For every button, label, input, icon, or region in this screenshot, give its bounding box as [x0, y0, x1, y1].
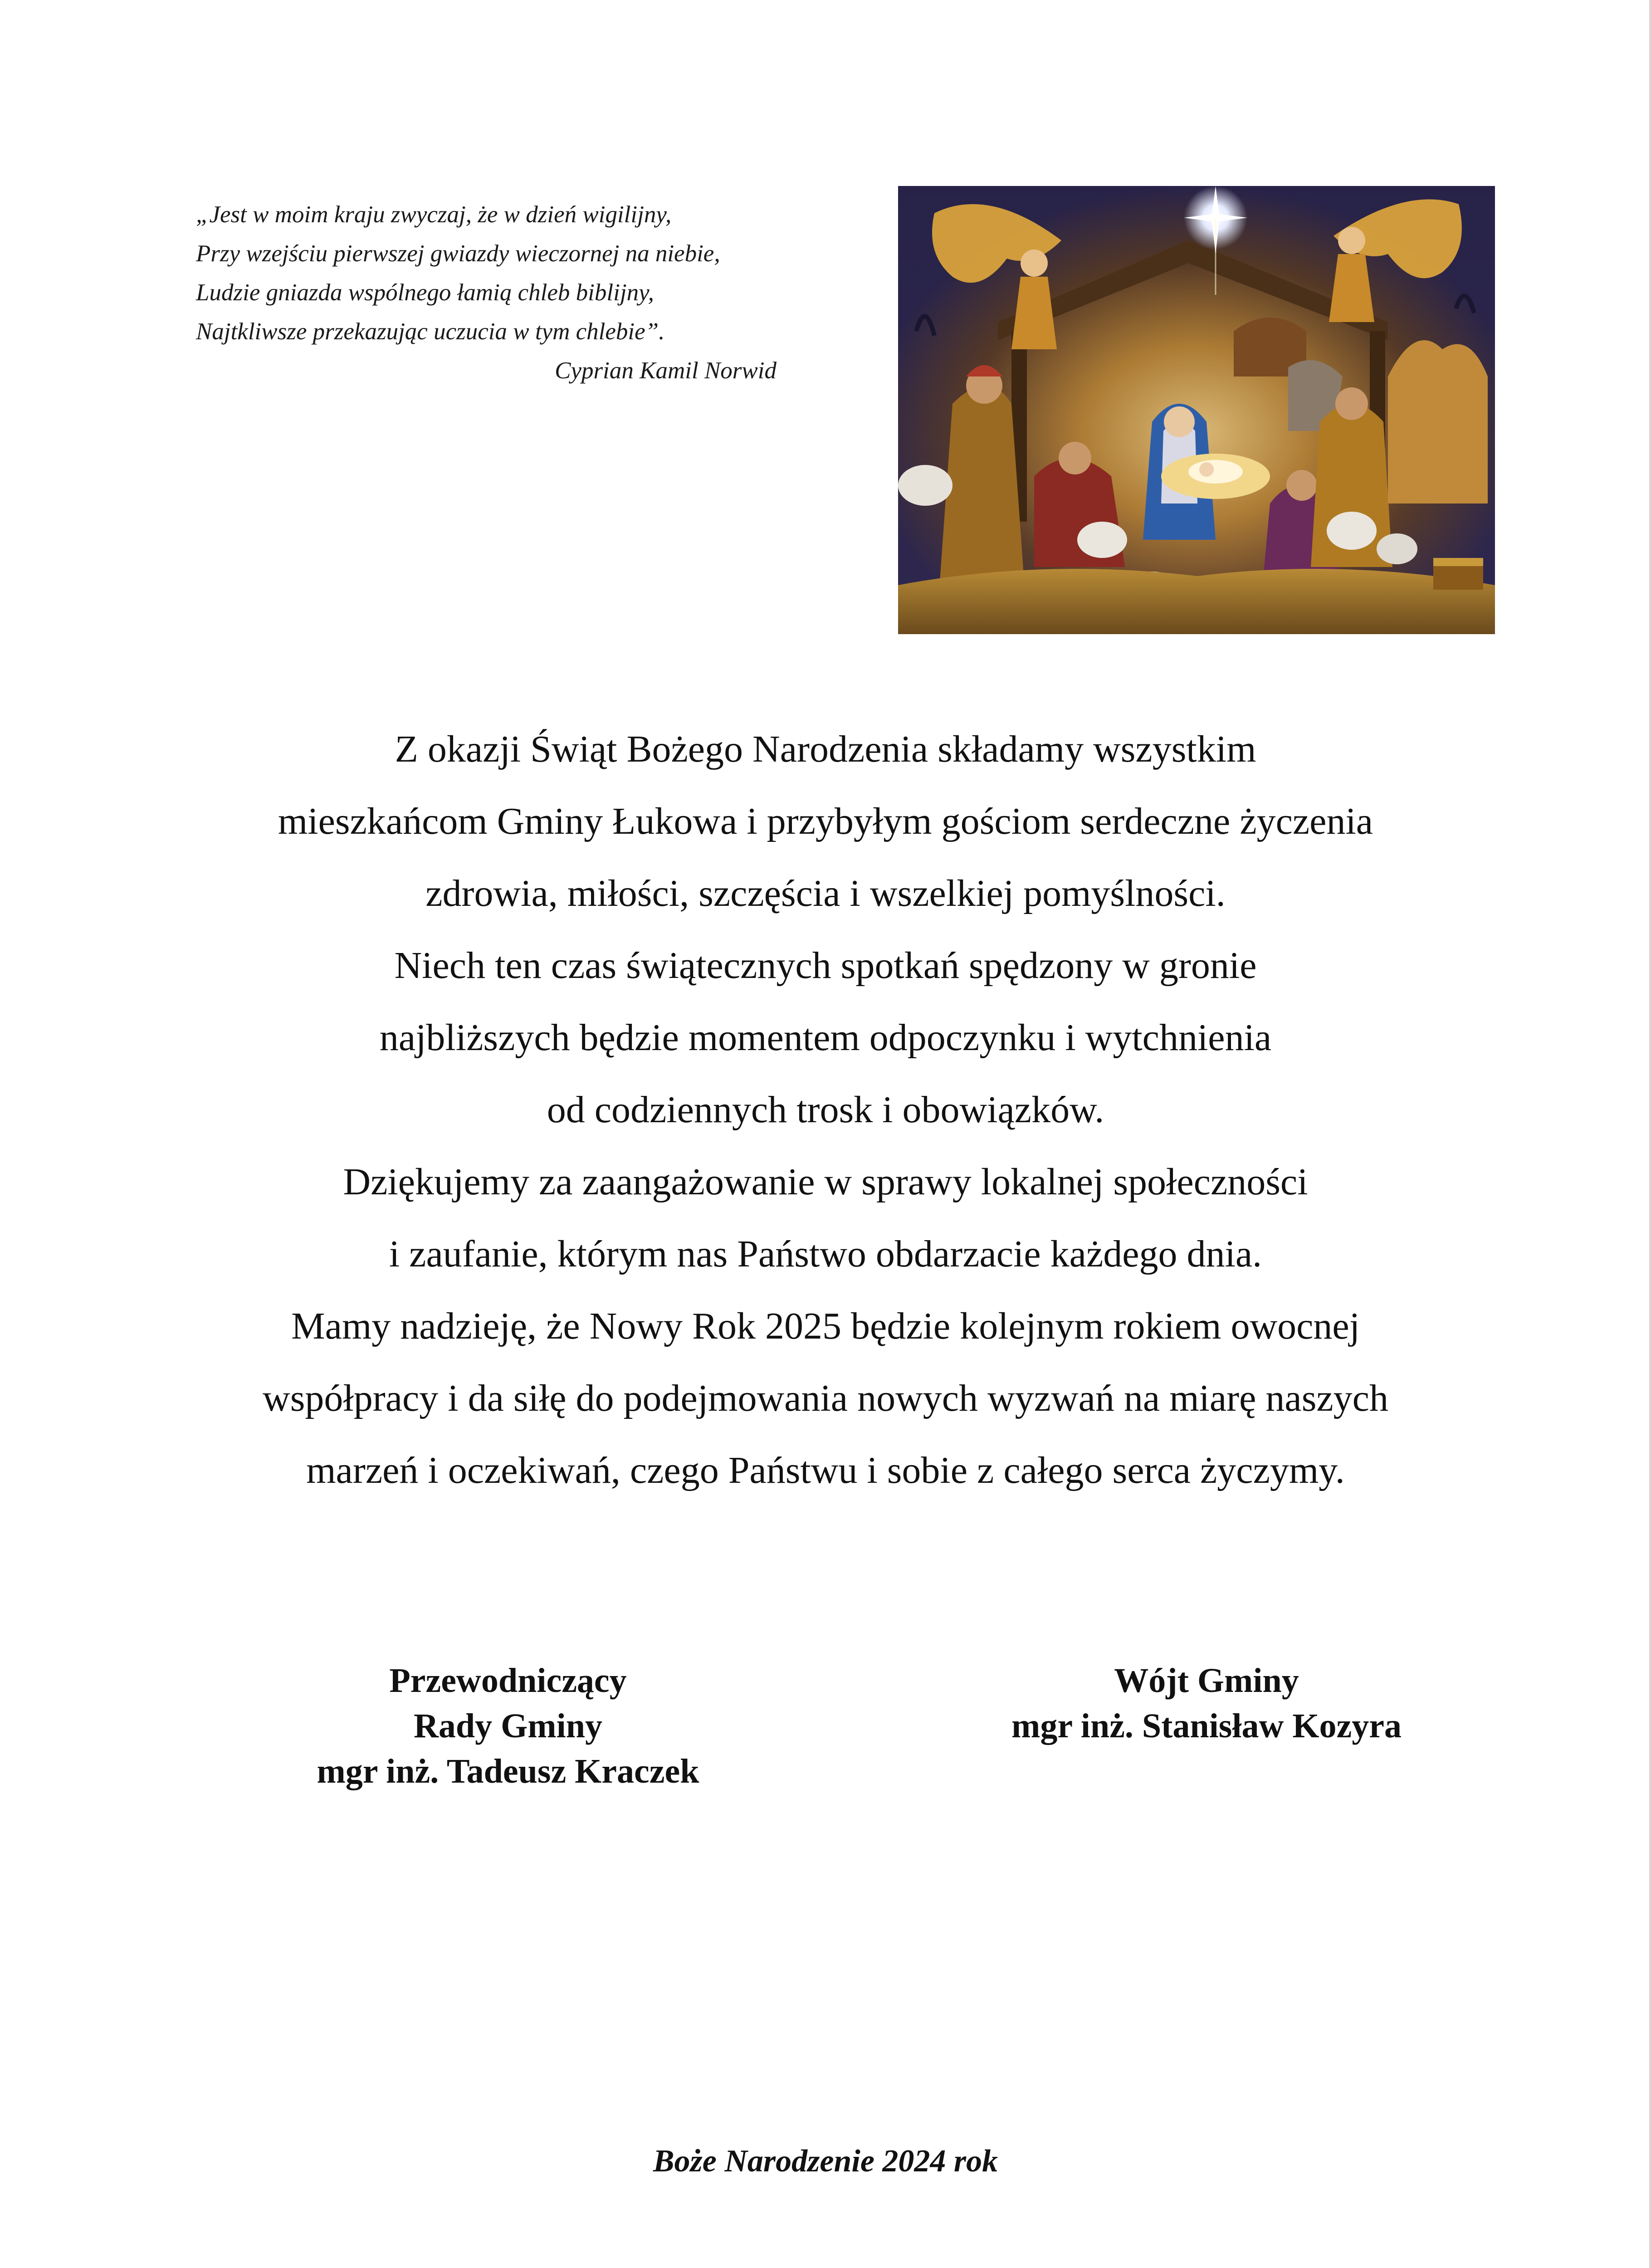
greeting-line-5: najbliższych będzie momentem odpoczynku i wytchnienia	[379, 1017, 1272, 1059]
nativity-painting	[898, 186, 1495, 634]
greeting-line-11: marzeń i oczekiwań, czego Państwu i sobie z całego serca życzymy.	[306, 1449, 1345, 1491]
nativity-illustration	[898, 186, 1495, 634]
signature-left-title-1: Przewodniczący	[389, 1662, 627, 1700]
signature-left-name: mgr inż. Tadeusz Kraczek	[317, 1752, 699, 1790]
greeting-line-9: Mamy nadzieję, że Nowy Rok 2025 będzie kolejnym rokiem owocnej	[291, 1305, 1360, 1347]
footer-date: Boże Narodzenie 2024 rok	[653, 2144, 998, 2179]
greeting-text	[136, 713, 1515, 1506]
norwid-quote	[196, 195, 867, 390]
greeting-line-7: Dziękujemy za zaangażowanie w sprawy lokalnej społeczności	[343, 1161, 1308, 1203]
greeting-line-8: i zaufanie, którym nas Państwo obdarzacie każdego dnia.	[389, 1233, 1262, 1275]
quote-line-4: Najtkliwsze przekazując uczucia w tym chlebie”.	[196, 318, 665, 345]
signature-right-name: mgr inż. Stanisław Kozyra	[1011, 1707, 1402, 1745]
signature-council-chairman	[209, 1658, 807, 1794]
quote-line-3: Ludzie gniazda wspólnego łamią chleb biblijny,	[196, 279, 654, 306]
greeting-line-6: od codziennych trosk i obowiązków.	[547, 1089, 1104, 1131]
signature-left-title-2: Rady Gminy	[414, 1707, 602, 1745]
signature-right-title: Wójt Gminy	[1114, 1662, 1299, 1700]
quote-line-1: „Jest w moim kraju zwyczaj, że w dzień wigilijny,	[196, 201, 672, 228]
quote-line-2: Przy wzejściu pierwszej gwiazdy wieczornej na niebie,	[196, 240, 720, 267]
signature-mayor	[907, 1658, 1506, 1749]
page-edge	[1649, 0, 1651, 2268]
greeting-line-10: współpracy i da siłę do podejmowania nowych wyzwań na miarę naszych	[263, 1377, 1388, 1419]
greeting-line-2: mieszkańcom Gminy Łukowa i przybyłym gościom serdeczne życzenia	[278, 800, 1373, 842]
greeting-line-3: zdrowia, miłości, szczęścia i wszelkiej pomyślności.	[425, 872, 1226, 914]
greeting-line-1: Z okazji Świąt Bożego Narodzenia składamy wszystkim	[395, 728, 1256, 770]
greeting-line-4: Niech ten czas świątecznych spotkań spędzony w gronie	[394, 944, 1257, 987]
quote-author: Cyprian Kamil Norwid	[555, 357, 777, 384]
